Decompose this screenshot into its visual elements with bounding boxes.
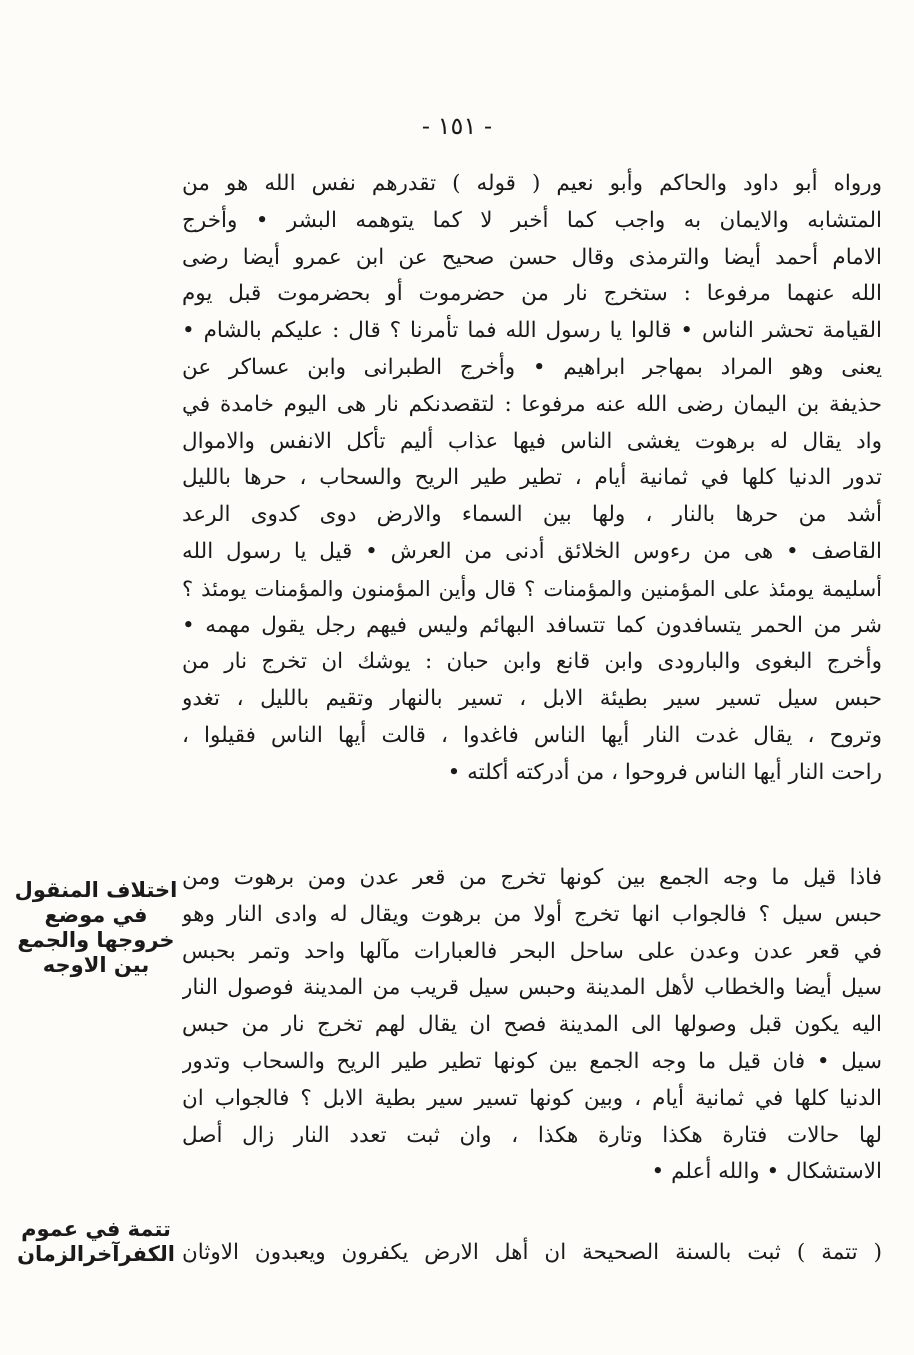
text-line: حذيفة بن اليمان رضى الله عنه مرفوعا : لتقصدنكم نار هى اليوم خامدة في <box>182 391 882 417</box>
text-line: الاستشكال • والله أعلم • <box>651 1159 882 1185</box>
text-line: يعنى وهو المراد بمهاجر ابراهيم • وأخرج الطبرانى وابن عساكر عن <box>182 354 882 380</box>
main-paragraph-2 <box>182 860 882 1191</box>
text-line: وتروح ، يقال غدت النار أيها الناس فاغدوا ، قالت أيها الناس فقيلوا ، <box>182 722 882 748</box>
text-line: أسليمة يومئذ على المؤمنين والمؤمنات ؟ قال وأين المؤمنون والمؤمنات يومئذ ؟ <box>182 576 882 601</box>
text-line: راحت النار أيها الناس فروحوا ، من أدركته أكلته • <box>447 759 882 785</box>
margin-note-line: خروجها والجمع <box>17 928 175 952</box>
text-line: شر من الحمر يتسافدون كما تتسافد البهائم وليس فيهم رجل يقول مهمه • <box>182 612 882 638</box>
text-line: لها حالات فتارة هكذا وتارة هكذا ، وان ثبت تعدد النار زال أصل <box>182 1122 882 1148</box>
text-line: حبس سيل تسير سير بطيئة الابل ، تسير بالنهار وتقيم بالليل ، تغدو <box>182 686 882 712</box>
text-line: الله عنهما مرفوعا : ستخرج نار من حضرموت أو بحضرموت قبل يوم <box>182 281 882 307</box>
text-line: أشد من حرها بالنار ، ولها بين السماء والارض دوى كدوى الرعد <box>182 502 882 528</box>
text-line: سيل • فان قيل ما وجه الجمع بين كونها تطير طير الريح والسحاب وتدور <box>182 1048 882 1074</box>
margin-note-supplement <box>12 1217 180 1267</box>
text-line: وأخرج البغوى والبارودى وابن قانع وابن حبان : يوشك ان تخرج نار من <box>182 649 882 675</box>
text-line: فاذا قيل ما وجه الجمع بين كونها تخرج من قعر عدن ومن برهوت ومن <box>182 865 882 890</box>
text-line: تدور الدنيا كلها في ثمانية أيام ، تطير طير الريح والسحاب ، حرها بالليل <box>182 465 882 491</box>
text-line: ورواه أبو داود والحاكم وأبو نعيم ( قوله ) تقدرهم نفس الله هو من <box>182 171 882 196</box>
text-line: الامام أحمد أيضا والترمذى وقال حسن صحيح عن ابن عمرو أيضا رضى <box>182 244 882 270</box>
text-line: ( تتمة ) ثبت بالسنة الصحيحة ان أهل الارض يكفرون ويعبدون الاوثان <box>182 1240 882 1265</box>
text-line: واد يقال له برهوت يغشى الناس فيها عذاب أليم تأكل الانفس والاموال <box>182 428 882 454</box>
text-line: سيل أيضا والخطاب لأهل المدينة وحبس سيل قريب من المدينة فوصول النار <box>182 975 882 1001</box>
margin-note-reconciliation <box>12 878 180 978</box>
text-line: القيامة تحشر الناس • قالوا يا رسول الله فما تأمرنا ؟ قال : عليكم بالشام • <box>182 318 882 344</box>
margin-note-line: في موضع <box>44 903 148 927</box>
page-number: - ١٥١ - <box>421 112 493 140</box>
text-line: اليه يكون قبل وصولها الى المدينة فصح ان يقال لهم تخرج نار من حبس <box>182 1012 882 1038</box>
margin-note-line: تتمة في عموم <box>21 1217 171 1241</box>
text-line: حبس سيل ؟ فالجواب انها تخرج أولا من برهوت ويقال له وادى النار وهو <box>182 901 882 927</box>
text-line: في قعر عدن وعدن على ساحل البحر فالعبارات مآلها واحد وتمر بحبس <box>182 938 882 964</box>
text-line: المتشابه والايمان به واجب كما أخبر لا كما يتوهمه البشر • وأخرج <box>182 207 882 233</box>
text-line: الدنيا كلها في ثمانية أيام ، وبين كونها تسير سير بطية الابل ؟ فالجواب ان <box>182 1085 882 1111</box>
margin-note-line: بين الاوجه <box>42 953 150 977</box>
main-paragraph-1 <box>182 166 882 792</box>
text-line: القاصف • هى من رءوس الخلائق أدنى من العرش • قيل يا رسول الله <box>182 538 882 564</box>
main-paragraph-3 <box>182 1235 882 1272</box>
margin-note-line: الكفرآخرالزمان <box>17 1242 175 1266</box>
margin-note-line: اختلاف المنقول <box>14 878 178 902</box>
